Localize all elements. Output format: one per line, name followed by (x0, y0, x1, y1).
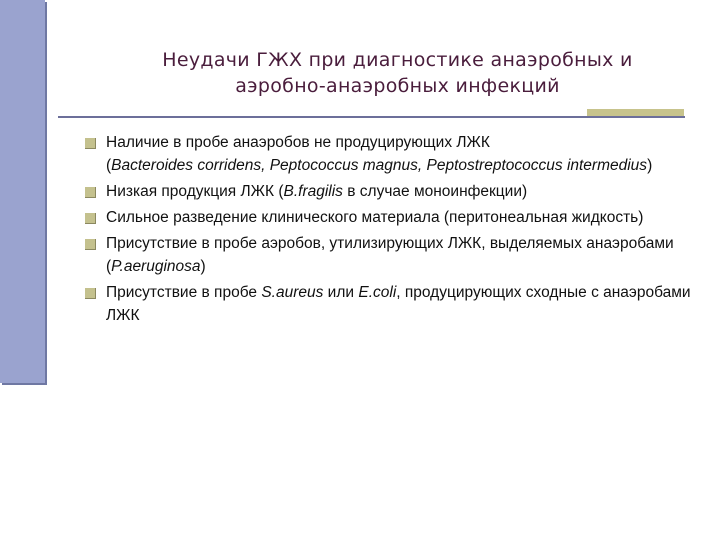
bullet-text: ( (106, 157, 112, 174)
title-rule-accent (587, 109, 684, 116)
list-item (85, 131, 695, 177)
bullet-text: Присутствие в пробе аэробов, утилизирующих ЛЖК, выделяемых анаэробами ( (106, 235, 674, 275)
square-bullet-icon (85, 187, 96, 198)
bullet-text: ) (200, 258, 206, 275)
bullet-list (85, 131, 695, 330)
square-bullet-icon (85, 213, 96, 224)
bullet-text: ) (647, 157, 653, 174)
bullet-italic-text: Bacteroides corridens, Peptococcus magnus, Peptostreptococcus intermedius (111, 157, 648, 174)
bullet-text: в случае моноинфекции) (342, 183, 528, 200)
square-bullet-icon (85, 138, 96, 149)
slide-title (105, 47, 690, 99)
side-accent-bar (0, 0, 45, 383)
square-bullet-icon (85, 288, 96, 299)
bullet-italic-text: S.aureus (261, 284, 324, 301)
bullet-text: Сильное разведение клинического материала (перитонеальная жидкость) (106, 209, 644, 226)
bullet-text: , продуцирующих сходные с анаэробами ЛЖК (106, 284, 691, 324)
title-divider (58, 116, 685, 118)
bullet-italic-text: E.coli (358, 284, 397, 301)
bullet-text: Присутствие в пробе (106, 284, 262, 301)
bullet-text: или (323, 284, 359, 301)
list-item (85, 206, 695, 229)
bullet-italic-text: B.fragilis (283, 183, 343, 200)
bullet-text: Наличие в пробе анаэробов не продуцирующих ЛЖК (106, 134, 490, 151)
square-bullet-icon (85, 239, 96, 250)
list-item (85, 180, 695, 203)
list-item (85, 232, 695, 278)
title-line-2: аэробно-анаэробных инфекций (235, 75, 560, 97)
bullet-italic-text: P.aeruginosa (111, 258, 201, 275)
title-line-1: Неудачи ГЖХ при диагностике анаэробных и (162, 49, 633, 71)
bullet-text: Низкая продукция ЛЖК ( (106, 183, 284, 200)
list-item (85, 281, 695, 327)
